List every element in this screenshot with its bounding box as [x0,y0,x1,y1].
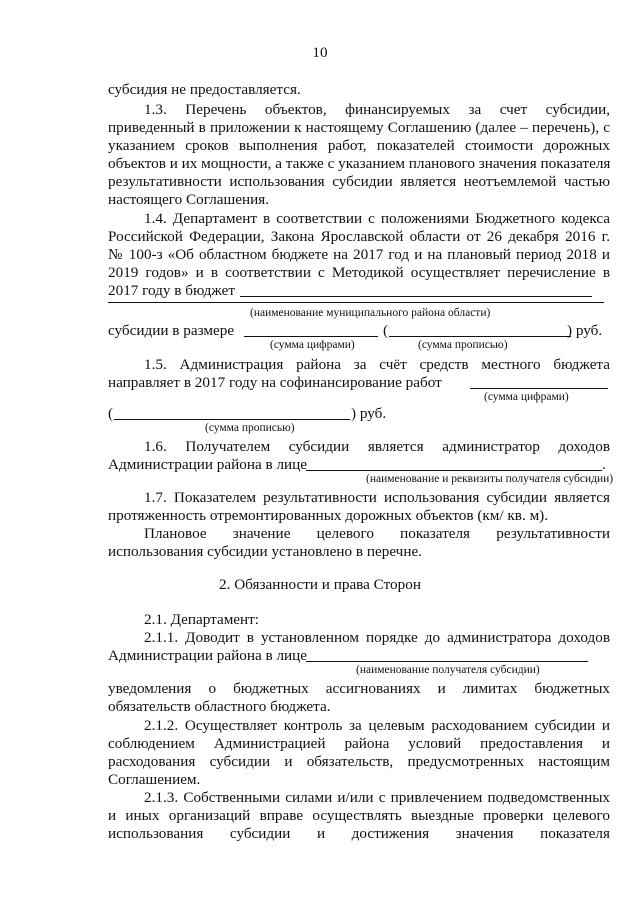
text-line: 2.1. Департамент: [144,611,260,628]
blank-line [470,388,608,389]
text-line: Соглашением. [108,771,201,788]
text-line: настоящего Соглашения. [108,191,269,208]
text-line: Администрации района в лице [108,647,308,664]
field-caption: (сумма прописью) [418,339,508,351]
text-line: 1.3. Перечень объектов, финансируемых за счет субсидии, [144,101,610,118]
blank-line [108,302,604,303]
text-line: 1.6. Получателем субсидии является администратор доходов [144,438,610,455]
text-line: использования субсидии и достижения значения показателя [108,825,610,842]
blank-line [306,470,602,471]
text-line: ) руб. [351,405,387,422]
blank-line [244,336,378,337]
field-caption: (наименование получателя субсидии) [356,664,540,676]
text-line: субсидия не предоставляется. [108,81,301,98]
field-caption: (сумма цифрами) [270,339,355,351]
text-line: объектов и их мощности, а также с указанием планового значения показателя [108,155,611,172]
field-caption: (наименование муниципального района области) [250,307,491,319]
text-line: результативности использования субсидии является неотъемлемой частью [108,173,610,190]
field-caption: (сумма прописью) [205,422,295,434]
text-line: 2.1.3. Собственными силами и/или с привлечением подведомственных [144,789,610,806]
text-line: . [602,456,606,473]
text-line: расходования субсидии и обязательств, предусмотренных настоящим [108,753,610,770]
text-line: ( [383,322,389,339]
text-line: уведомления о бюджетных ассигнованиях и лимитах бюджетных [108,680,610,697]
text-line: указанием сроков выполнения работ, показателей стоимости дорожных [108,137,610,154]
text-line: приведенный в приложении к настоящему Соглашению (далее – перечень), с [108,119,610,136]
text-line: обязательств областного бюджета. [108,698,331,715]
text-line: 2.1.2. Осуществляет контроль за целевым расходованием субсидии и [144,717,610,734]
text-line: направляет в 2017 году на софинансирование работ [108,374,442,391]
text-line: субсидии в размере [108,322,235,339]
text-line: № 100-з «Об областном бюджете на 2017 год и на плановый период 2018 и [108,246,610,263]
field-caption: (наименование и реквизиты получателя субсидии) [366,473,614,485]
text-line: соблюдением Администрацией района условий предоставления и [108,735,610,752]
section-heading: 2. Обязанности и права Сторон [219,576,421,593]
field-caption: (сумма цифрами) [484,391,569,403]
blank-line [389,336,571,337]
text-line: 2017 году в бюджет [108,282,235,299]
text-line: 1.7. Показателем результативности использования субсидии является [144,489,610,506]
blank-line [306,661,588,662]
text-line: Плановое значение целевого показателя результативности [144,525,610,542]
text-line: Администрации района в лице [108,456,308,473]
blank-line [114,419,350,420]
text-line: 2.1.1. Доводит в установленном порядке до администратора доходов [144,629,610,646]
text-line: ( [108,405,114,422]
page-number: 10 [312,44,328,61]
text-line: 1.5. Администрация района за счёт средств местного бюджета [144,356,610,373]
text-line: 1.4. Департамент в соответствии с положениями Бюджетного кодекса [144,210,610,227]
text-line: 2019 годов» и в соответствии с Методикой осуществляет перечисление в [108,264,610,281]
text-line: и иных организаций вправе осуществлять выездные проверки целевого [108,807,610,824]
text-line: использования субсидии установлено в перечне. [108,543,422,560]
text-line: протяженность отремонтированных дорожных объектов (км/ кв. м). [108,507,549,524]
blank-line [240,296,592,297]
text-line: ) руб. [567,322,603,339]
text-line: Российской Федерации, Закона Ярославской области от 26 декабря 2016 г. [108,228,610,245]
